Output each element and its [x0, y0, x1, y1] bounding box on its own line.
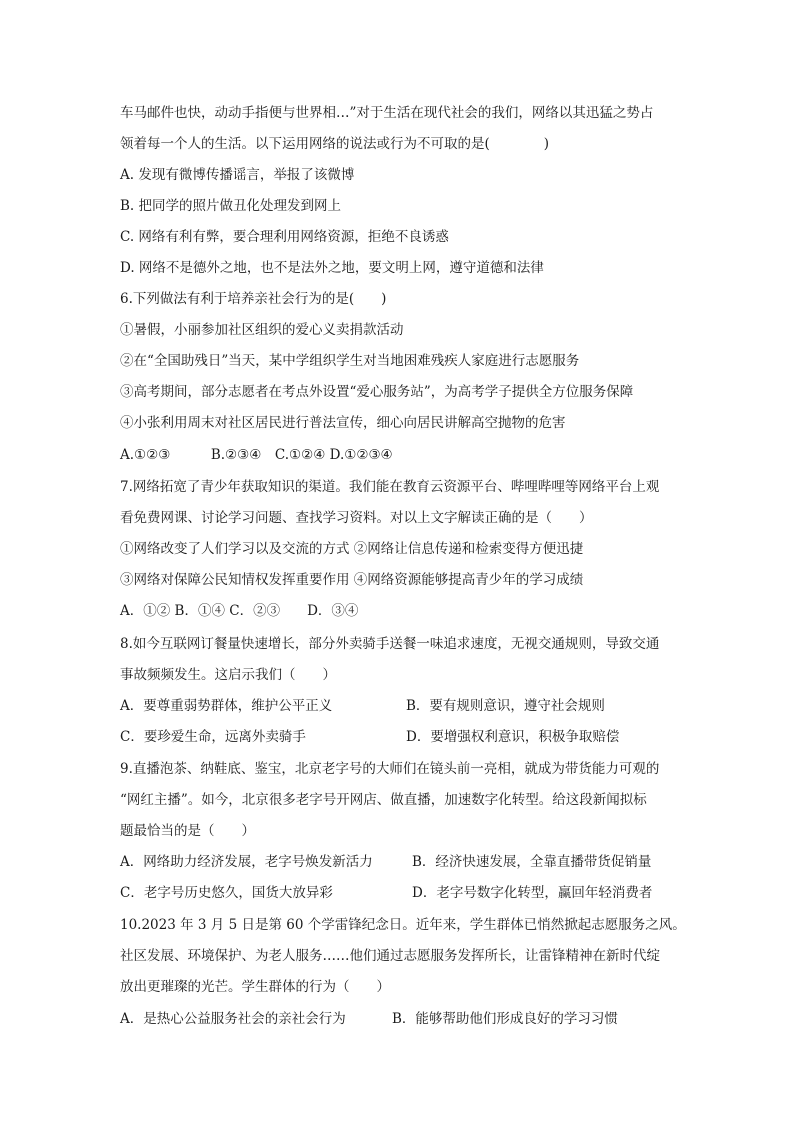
q6-item-1: ①暑假，小丽参加社区组织的爱心义卖捐款活动 [120, 322, 404, 338]
q6-stem: 6.下列做法有利于培养亲社会行为的是( ) [120, 291, 387, 307]
q5-stem-line2: 领着每一个人的生活。以下运用网络的说法或行为不可取的是( ) [120, 136, 550, 152]
q10-option-a: A．是热心公益服务社会的亲社会行为 [120, 1011, 346, 1027]
q9-option-d: D．老字号数字化转型，赢回年轻消费者 [412, 885, 653, 901]
q9-stem-line2: “网红主播”。如今，北京很多老字号开网店、做直播，加速数字化转型。给这段新闻拟标 [120, 792, 647, 808]
q7-stem-line1: 7.网络拓宽了青少年获取知识的渠道。我们能在教育云资源平台、哔哩哔哩等网络平台上观 [120, 479, 660, 495]
q8-option-c: C．要珍爱生命，远离外卖骑手 [120, 729, 306, 745]
q8-option-a: A．要尊重弱势群体，维护公平正义 [120, 698, 333, 714]
q9-stem-line3: 题最恰当的是（ ） [120, 823, 255, 839]
q6-item-3: ③高考期间，部分志愿者在考点外设置“爱心服务站”，为高考学子提供全方位服务保障 [120, 384, 634, 400]
q9-stem-line1: 9.直播泡茶、纳鞋底、鉴宝，北京老字号的大师们在镜头前一亮相，就成为带货能力可观的 [120, 761, 660, 777]
q8-option-b: B．要有规则意识，遵守社会规则 [406, 698, 605, 714]
q5-option-d: D. 网络不是德外之地，也不是法外之地，要文明上网，遵守道德和法律 [120, 260, 544, 276]
q5-option-a: A. 发现有微博传播谣言，举报了该微博 [120, 167, 355, 183]
q8-stem-line2: 事故频频发生。这启示我们（ ） [120, 667, 336, 683]
q8-option-d: D．要增强权利意识，积极争取赔偿 [406, 729, 620, 745]
q8-stem-line1: 8.如今互联网订餐量快速增长，部分外卖骑手送餐一味追求速度，无视交通规则，导致交通 [120, 636, 660, 652]
q7-items-line1: ①网络改变了人们学习以及交流的方式 ②网络让信息传递和检索变得方便迅捷 [120, 541, 584, 557]
q6-item-2: ②在“全国助残日”当天，某中学组织学生对当地困难残疾人家庭进行志愿服务 [120, 353, 580, 369]
q10-stem-line2: 社区发展、环境保护、为老人服务……他们通过志愿服务发挥所长，让雷锋精神在新时代绽 [120, 948, 660, 964]
q7-options: A．①② B．①④ C．②③ D．③④ [120, 603, 359, 619]
q9-option-c: C．老字号历史悠久，国货大放异彩 [120, 885, 333, 901]
q5-stem-line1: 车马邮件也快，动动手指便与世界相…”对于生活在现代社会的我们，网络以其迅猛之势占 [120, 105, 654, 121]
q10-stem-line1: 10.2023 年 3 月 5 日是第 60 个学雷锋纪念日。近年来，学生群体已悄然掀起志愿服务之风。 [120, 917, 686, 933]
q6-item-4: ④小张利用周末对社区居民进行普法宣传，细心向居民讲解高空抛物的危害 [120, 415, 566, 431]
q7-items-line2: ③网络对保障公民知情权发挥重要作用 ④网络资源能够提高青少年的学习成绩 [120, 572, 584, 588]
q7-stem-line2: 看免费网课、讨论学习问题、查找学习资料。对以上文字解读正确的是（ ） [120, 510, 593, 526]
q9-option-b: B．经济快速发展，全靠直播带货促销量 [412, 854, 652, 870]
q9-option-a: A．网络助力经济发展，老字号焕发新活力 [120, 854, 373, 870]
q10-stem-line3: 放出更璀璨的光芒。学生群体的行为（ ） [120, 979, 390, 995]
q5-option-b: B. 把同学的照片做丑化处理发到网上 [120, 198, 342, 214]
q6-options: A.①②③ B.②③④ C.①②④ D.①②③④ [120, 447, 393, 463]
q10-option-b: B．能够帮助他们形成良好的学习习惯 [392, 1011, 618, 1027]
q5-option-c: C. 网络有利有弊，要合理利用网络资源，拒绝不良诱惑 [120, 229, 449, 245]
